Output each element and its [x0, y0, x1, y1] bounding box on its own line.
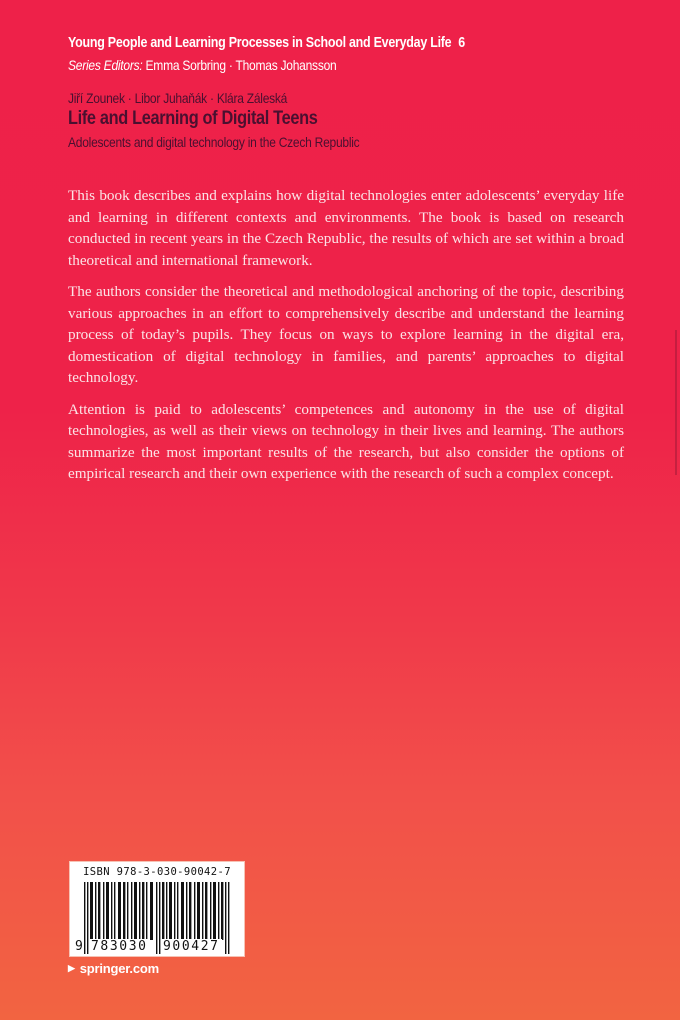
- series-editors-names: Emma Sorbring · Thomas Johansson: [145, 57, 337, 73]
- isbn-barcode: [69, 861, 245, 957]
- book-title: Life and Learning of Digital Teens: [68, 108, 318, 129]
- description-paragraph: The authors consider the theoretical and methodological anchoring of the topic, describing various approaches in an effort to comprehensively describe and understand the learning process of today’s pupils. They focus on ways to explore learning in the digital era, domestication of digital technology in families, and parents’ approaches to digital technology.: [68, 283, 624, 386]
- isbn-label: ISBN 978-3-030-90042-7: [83, 866, 231, 878]
- barcode-first-digit: 9: [75, 939, 83, 954]
- barcode-left-digits: 783030: [91, 939, 148, 954]
- book-subtitle: Adolescents and digital technology in the Czech Republic: [68, 134, 360, 150]
- springer-link[interactable]: [68, 961, 159, 976]
- series-editors-label: Series Editors:: [68, 57, 143, 73]
- series-name: Young People and Learning Processes in School and Everyday Life: [68, 35, 452, 51]
- edge-line: [675, 330, 677, 475]
- book-authors: Jiří Zounek · Libor Juhaňák · Klára Záleská: [68, 90, 288, 106]
- book-description: [68, 185, 624, 495]
- series-volume: 6: [458, 35, 465, 51]
- barcode-right-digits: 900427: [163, 939, 220, 954]
- description-paragraph: This book describes and explains how digital technologies enter adolescents’ everyday life and learning in different contexts and environments. The book is based on research conducted in recent years in the Czech Republic, the results of which are set within a broad theoretical and international framework.: [68, 187, 624, 269]
- play-arrow-icon: ▶: [68, 963, 75, 973]
- series-editors: [68, 57, 336, 73]
- description-paragraph: Attention is paid to adolescents’ competences and autonomy in the use of digital technologies, as well as their views on technology in their lives and learning. The authors summarize the most important results of the research, but also consider the options of empirical research and their own experience with the research of such a complex concept.: [68, 400, 624, 482]
- springer-link-text: springer.com: [79, 961, 159, 976]
- series-title: [68, 35, 465, 51]
- barcode-digits: [73, 938, 241, 954]
